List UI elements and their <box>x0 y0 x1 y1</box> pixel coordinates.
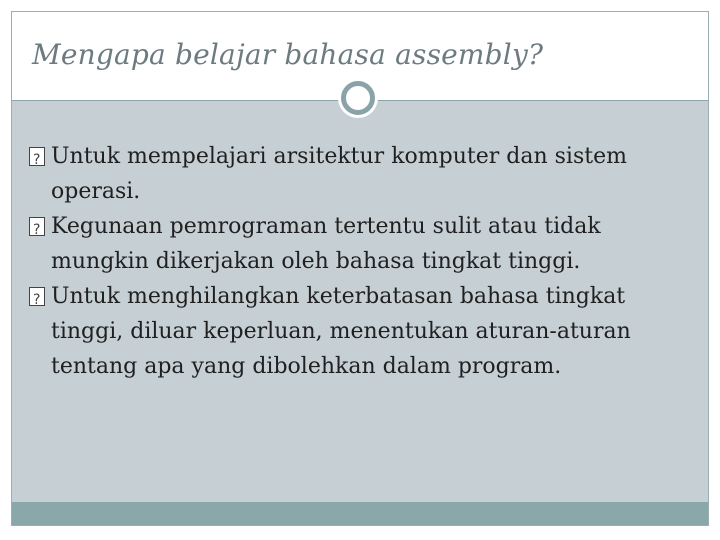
bullet-glyph-icon <box>29 147 45 166</box>
bullet-text: Untuk mempelajari arsitektur komputer dan sistem operasi. <box>51 144 627 204</box>
bullet-item <box>29 209 699 279</box>
content-area <box>12 101 708 503</box>
bullet-text: Untuk menghilangkan keterbatasan bahasa tingkat tinggi, diluar keperluan, menentukan aturan-aturan tentang apa yang dibolehkan dalam program. <box>51 284 631 379</box>
bullet-item <box>29 139 699 209</box>
bullet-list <box>29 139 699 384</box>
bullet-item <box>29 279 699 384</box>
bullet-glyph-icon <box>29 217 45 236</box>
bullet-text: Kegunaan pemrograman tertentu sulit atau tidak mungkin dikerjakan oleh bahasa tingkat tinggi. <box>51 214 601 274</box>
bullet-glyph-icon <box>29 287 45 306</box>
slide <box>11 11 709 526</box>
ring-ornament-icon <box>341 81 375 115</box>
footer-band <box>12 502 708 525</box>
slide-title: Mengapa belajar bahasa assembly? <box>32 38 544 71</box>
